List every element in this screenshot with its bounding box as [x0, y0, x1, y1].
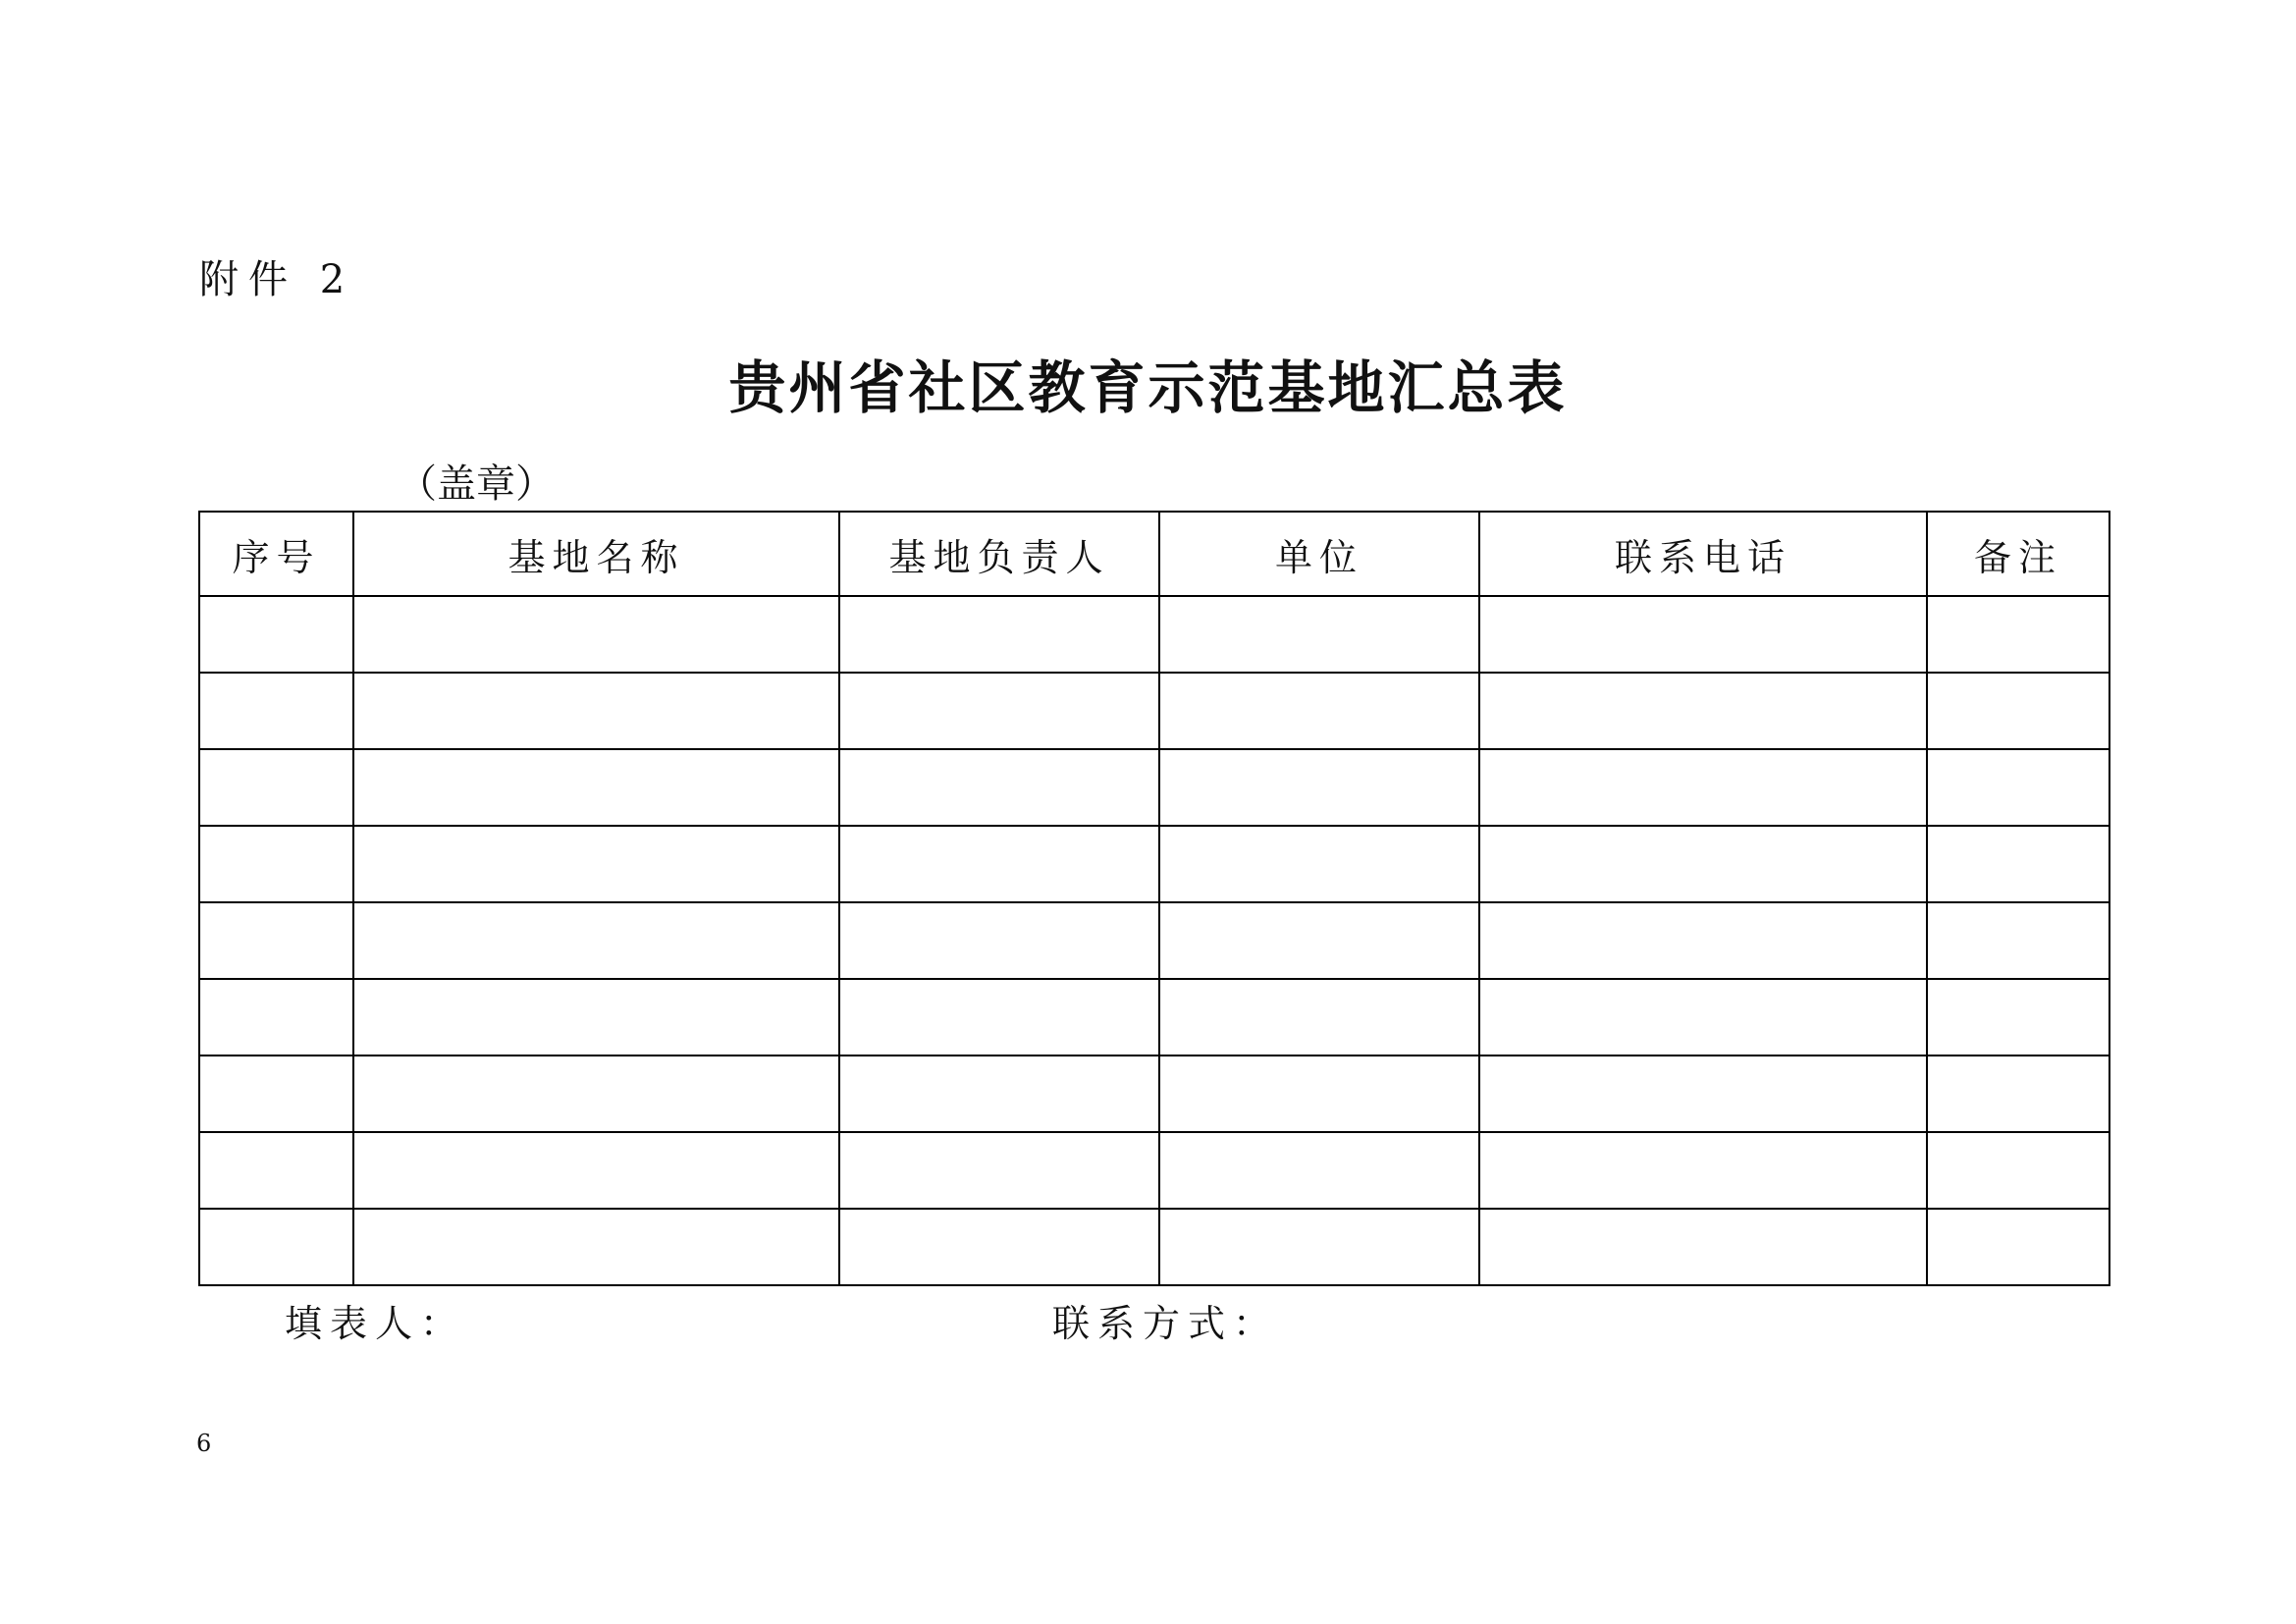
- table-cell: [839, 979, 1159, 1056]
- table-cell: [1479, 673, 1927, 749]
- table-cell: [1159, 1056, 1479, 1132]
- filler-label: 填表人：: [285, 1302, 466, 1345]
- table-cell: [353, 1056, 839, 1132]
- table-cell: [199, 1132, 353, 1209]
- table-cell: [199, 673, 353, 749]
- table-cell: [1927, 826, 2109, 902]
- table-cell: [1927, 749, 2109, 826]
- table-cell: [1159, 596, 1479, 673]
- table-cell: [1927, 1056, 2109, 1132]
- table-cell: [199, 596, 353, 673]
- table-row: [199, 1209, 2109, 1285]
- table-cell: [839, 596, 1159, 673]
- table-row: [199, 596, 2109, 673]
- table-row: [199, 902, 2109, 979]
- table-cell: [199, 902, 353, 979]
- table-row: [199, 1132, 2109, 1209]
- table-cell: [353, 749, 839, 826]
- table-cell: [353, 902, 839, 979]
- table-cell: [353, 979, 839, 1056]
- summary-table: [198, 511, 2110, 1286]
- page-number: 6: [196, 1430, 212, 1457]
- header-unit: 单位: [1159, 512, 1479, 596]
- seal-note: （盖章）: [398, 461, 555, 507]
- table-cell: [1159, 749, 1479, 826]
- table-cell: [839, 1132, 1159, 1209]
- table-cell: [353, 673, 839, 749]
- table-cell: [199, 1209, 353, 1285]
- table-cell: [353, 826, 839, 902]
- table-cell: [199, 749, 353, 826]
- table-cell: [839, 673, 1159, 749]
- table-cell: [1159, 902, 1479, 979]
- header-phone: 联系电话: [1479, 512, 1927, 596]
- table-cell: [1479, 1132, 1927, 1209]
- table-cell: [1479, 902, 1927, 979]
- table-row: [199, 826, 2109, 902]
- table-row: [199, 673, 2109, 749]
- table-cell: [1479, 596, 1927, 673]
- table-cell: [839, 749, 1159, 826]
- attachment-label: 附件 2: [199, 257, 355, 302]
- header-remarks: 备注: [1927, 512, 2109, 596]
- table-cell: [839, 826, 1159, 902]
- table-cell: [1479, 1056, 1927, 1132]
- page-title: 贵州省社区教育示范基地汇总表: [728, 354, 1568, 421]
- table-cell: [353, 1209, 839, 1285]
- table-cell: [839, 902, 1159, 979]
- header-serial-number: 序号: [199, 512, 353, 596]
- contact-label: 联系方式：: [1052, 1302, 1279, 1345]
- table-cell: [1927, 596, 2109, 673]
- table-row: [199, 749, 2109, 826]
- table-cell: [1159, 979, 1479, 1056]
- header-base-name: 基地名称: [353, 512, 839, 596]
- table-cell: [1927, 979, 2109, 1056]
- table-cell: [1927, 673, 2109, 749]
- table-cell: [1159, 1209, 1479, 1285]
- table-row: [199, 979, 2109, 1056]
- table-cell: [1927, 902, 2109, 979]
- header-base-leader: 基地负责人: [839, 512, 1159, 596]
- table-cell: [1479, 749, 1927, 826]
- table-cell: [353, 596, 839, 673]
- table-cell: [199, 826, 353, 902]
- table-cell: [353, 1132, 839, 1209]
- table-cell: [1479, 979, 1927, 1056]
- table-cell: [199, 1056, 353, 1132]
- table-cell: [1479, 826, 1927, 902]
- table-cell: [839, 1209, 1159, 1285]
- table-cell: [1479, 1209, 1927, 1285]
- table-header-row: [199, 512, 2109, 596]
- table-cell: [1159, 826, 1479, 902]
- table-cell: [199, 979, 353, 1056]
- table-cell: [1159, 1132, 1479, 1209]
- table-cell: [1927, 1209, 2109, 1285]
- table-row: [199, 1056, 2109, 1132]
- table-cell: [1927, 1132, 2109, 1209]
- table-cell: [1159, 673, 1479, 749]
- table-cell: [839, 1056, 1159, 1132]
